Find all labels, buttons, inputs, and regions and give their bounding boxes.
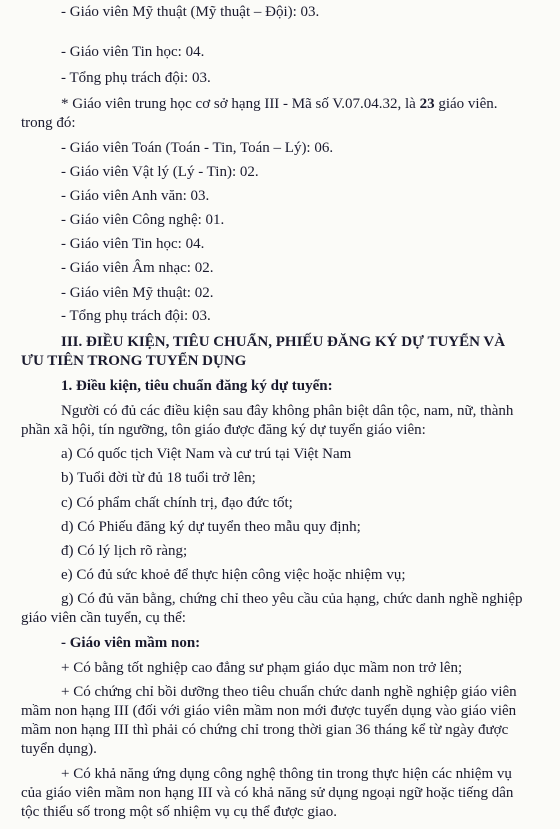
text-line: + Có chứng chỉ bồi dưỡng theo tiêu chuẩn chức danh nghề nghiệp giáo viên bbox=[61, 684, 517, 700]
text-line: - Giáo viên Mỹ thuật (Mỹ thuật – Đội): 03. bbox=[61, 4, 320, 20]
section-heading: ƯU TIÊN TRONG TUYỂN DỤNG bbox=[21, 353, 247, 369]
text-line: phần xã hội, tín ngưỡng, tôn giáo được đăng ký dự tuyển giáo viên: bbox=[21, 422, 426, 438]
text-line: của giáo viên mầm non hạng III và có khả năng sử dụng ngoại ngữ hoặc tiếng dân bbox=[21, 785, 514, 801]
text-line: e) Có đủ sức khoẻ để thực hiện công việc hoặc nhiệm vụ; bbox=[61, 567, 406, 583]
text-line: mầm non hạng III (đối với giáo viên mầm non mới được tuyển dụng vào giáo viên bbox=[21, 703, 517, 719]
text-line: + Có khả năng ứng dụng công nghệ thông tin trong thực hiện các nhiệm vụ bbox=[61, 766, 512, 782]
text-line: - Giáo viên Toán (Toán - Tin, Toán – Lý): 06. bbox=[61, 140, 334, 156]
text-line: Người có đủ các điều kiện sau đây không phân biệt dân tộc, nam, nữ, thành bbox=[61, 403, 514, 419]
text-line: - Giáo viên Âm nhạc: 02. bbox=[61, 260, 214, 276]
text-line bbox=[61, 94, 498, 114]
text-line: + Có bằng tốt nghiệp cao đẳng sư phạm giáo dục mầm non trở lên; bbox=[61, 660, 463, 676]
text-line: - Tổng phụ trách đội: 03. bbox=[61, 70, 211, 86]
text-line: - Giáo viên Vật lý (Lý - Tin): 02. bbox=[61, 164, 259, 180]
subsection-heading: 1. Điều kiện, tiêu chuẩn đăng ký dự tuyển: bbox=[61, 378, 333, 394]
text-line: a) Có quốc tịch Việt Nam và cư trú tại Việt Nam bbox=[61, 446, 352, 462]
text-run: giáo viên. bbox=[434, 96, 498, 112]
text-line: tuyển dụng). bbox=[21, 741, 97, 757]
text-line: d) Có Phiếu đăng ký dự tuyển theo mẫu quy định; bbox=[61, 519, 361, 535]
text-line: đ) Có lý lịch rõ ràng; bbox=[61, 543, 188, 559]
text-line: - Giáo viên Công nghệ: 01. bbox=[61, 212, 225, 228]
text-line: - Tổng phụ trách đội: 03. bbox=[61, 308, 211, 324]
text-run: * Giáo viên trung học cơ sở hạng III - Mã số V.07.04.32, là bbox=[61, 96, 420, 112]
teacher-count: 23 bbox=[419, 96, 435, 112]
text-line: mầm non hạng III thì phải có chứng chỉ trong thời gian 36 tháng kể từ ngày được bbox=[21, 722, 509, 738]
text-line: tộc thiểu số trong một số nhiệm vụ cụ thể được giao. bbox=[21, 804, 338, 820]
text-line: - Giáo viên Tin học: 04. bbox=[61, 44, 205, 60]
text-line: giáo viên cần tuyển, cụ thể: bbox=[21, 610, 186, 626]
text-line: - Giáo viên Anh văn: 03. bbox=[61, 188, 210, 204]
text-line: b) Tuổi đời từ đủ 18 tuổi trở lên; bbox=[61, 470, 256, 486]
section-heading: III. ĐIỀU KIỆN, TIÊU CHUẨN, PHIẾU ĐĂNG KÝ DỰ TUYỂN VÀ bbox=[61, 334, 506, 350]
text-line: g) Có đủ văn bằng, chứng chỉ theo yêu cầu của hạng, chức danh nghề nghiệp bbox=[61, 591, 523, 607]
text-line: - Giáo viên Tin học: 04. bbox=[61, 236, 205, 252]
text-line: trong đó: bbox=[21, 115, 76, 131]
subsection-heading: - Giáo viên mầm non: bbox=[61, 635, 201, 651]
text-line: - Giáo viên Mỹ thuật: 02. bbox=[61, 285, 214, 301]
text-line: c) Có phẩm chất chính trị, đạo đức tốt; bbox=[61, 495, 293, 511]
